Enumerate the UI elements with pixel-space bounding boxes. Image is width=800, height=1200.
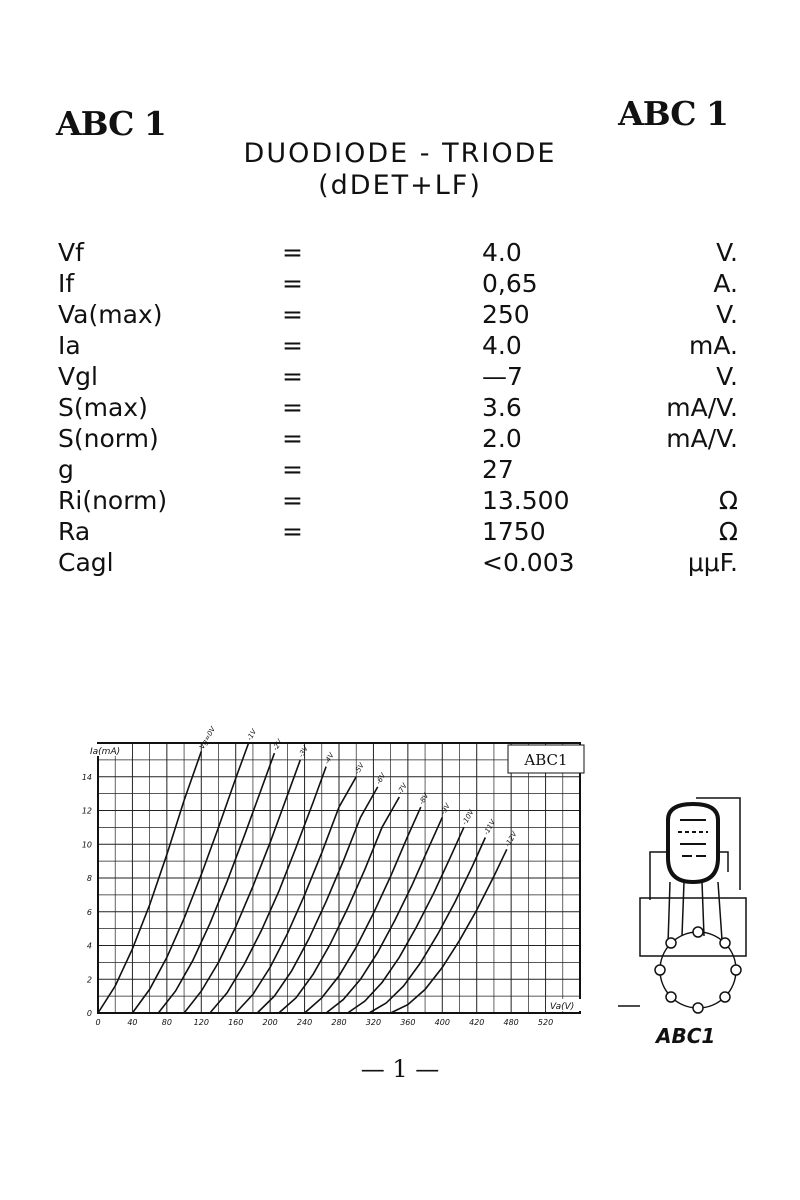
y-tick-label: 4: [86, 941, 92, 951]
spec-unit: A.: [713, 269, 738, 298]
spec-unit: mA/V.: [666, 393, 738, 422]
spec-name: S(max): [58, 393, 148, 422]
x-tick-label: 280: [331, 1018, 347, 1027]
curve-label: -4V: [322, 751, 336, 766]
spec-value: —7: [482, 362, 523, 391]
x-tick-label: 480: [503, 1018, 519, 1027]
spec-unit: mA.: [689, 331, 738, 360]
spec-value: 4.0: [482, 238, 522, 267]
spec-row: [0, 238, 800, 270]
y-tick-label: 10: [81, 840, 92, 850]
chart-y-label: Ia(mA): [90, 747, 121, 757]
spec-row: [0, 455, 800, 487]
x-tick-label: 360: [400, 1018, 416, 1027]
characteristic-curve: [348, 827, 464, 1013]
spec-unit: V.: [716, 238, 738, 267]
x-tick-label: 200: [262, 1018, 278, 1027]
spec-value: 2.0: [482, 424, 522, 453]
curve-label: -6V: [374, 771, 388, 786]
y-tick-label: 12: [81, 806, 92, 816]
base-pin: [655, 965, 665, 975]
spec-value: 1750: [482, 517, 546, 546]
spec-value: 27: [482, 455, 514, 484]
spec-unit: V.: [716, 362, 738, 391]
anode-characteristic-chart: [80, 725, 600, 1045]
y-tick-label: 0: [86, 1009, 92, 1018]
tube-function-subtitle: (dDET+LF): [318, 170, 482, 201]
x-tick-label: 40: [127, 1018, 138, 1027]
spec-row: [0, 424, 800, 456]
spec-name: Ri(norm): [58, 486, 168, 515]
x-tick-label: 240: [296, 1018, 313, 1027]
curve-label: -1V: [245, 727, 259, 742]
base-pin: [693, 1003, 703, 1013]
spec-equals: =: [282, 331, 303, 360]
curve-label: -5V: [353, 761, 366, 776]
diagram-label: ABC1: [656, 1024, 716, 1048]
spec-row: [0, 362, 800, 394]
spec-name: Va(max): [58, 300, 163, 329]
spec-row: [0, 269, 800, 301]
pin-lead-2: [702, 882, 704, 936]
tube-name-right: ABC 1: [618, 94, 728, 133]
x-tick-label: 400: [434, 1018, 450, 1027]
spec-name: Cagl: [58, 548, 114, 577]
spec-row: [0, 393, 800, 425]
tube-name-left: ABC 1: [56, 104, 166, 143]
tube-type-title: DUODIODE - TRIODE: [243, 138, 557, 169]
spec-equals: =: [282, 300, 303, 329]
chart-title: ABC1: [524, 751, 568, 769]
spec-equals: =: [282, 393, 303, 422]
y-tick-label: 14: [81, 772, 92, 782]
x-tick-label: 120: [193, 1018, 209, 1027]
spec-unit: Ω: [718, 517, 738, 546]
spec-name: Vgl: [58, 362, 98, 391]
curve-label: -10V: [460, 808, 476, 827]
spec-name: Ia: [58, 331, 81, 360]
spec-value: 4.0: [482, 331, 522, 360]
spec-unit: μμF.: [687, 548, 738, 577]
spec-equals: =: [282, 238, 303, 267]
chart-svg: [80, 725, 600, 1045]
curve-label: Vg=0V: [198, 725, 218, 751]
spec-value: <0.003: [482, 548, 575, 577]
spec-unit: V.: [716, 300, 738, 329]
curve-label: -2V: [271, 737, 285, 753]
y-tick-label: 6: [86, 907, 92, 917]
chart-grid: [98, 743, 580, 1013]
spec-unit: mA/V.: [666, 424, 738, 453]
chart-curves: [98, 724, 519, 1013]
spec-row: [0, 486, 800, 518]
tube-base-schematic: [618, 790, 768, 1060]
spec-name: Vf: [58, 238, 84, 267]
base-pin: [666, 992, 676, 1002]
wiring-frame: [640, 898, 746, 956]
left-lead: [650, 852, 668, 900]
base-pin: [720, 992, 730, 1002]
spec-equals: =: [282, 362, 303, 391]
curve-label: -9V: [439, 802, 452, 817]
x-tick-label: 160: [228, 1018, 244, 1027]
curve-label: -12V: [503, 830, 519, 849]
spec-equals: =: [282, 269, 303, 298]
spec-row: [0, 548, 800, 580]
spec-row: [0, 517, 800, 549]
spec-value: 13.500: [482, 486, 570, 515]
spec-name: S(norm): [58, 424, 159, 453]
pin-lead-4: [668, 882, 670, 944]
chart-x-label: Va(V): [550, 1002, 575, 1012]
x-tick-label: 320: [365, 1018, 382, 1027]
base-pin: [720, 938, 730, 948]
spec-unit: Ω: [718, 486, 738, 515]
spec-value: 3.6: [482, 393, 522, 422]
spec-equals: =: [282, 517, 303, 546]
x-tick-label: 0: [95, 1018, 101, 1027]
spec-name: g: [58, 455, 74, 484]
curve-label: -3V: [297, 744, 310, 759]
spec-row: [0, 331, 800, 363]
pin-lead-1: [682, 882, 684, 936]
base-pin: [693, 927, 703, 937]
spec-value: 250: [482, 300, 530, 329]
y-tick-label: 2: [86, 975, 92, 985]
base-pin: [731, 965, 741, 975]
spec-value: 0,65: [482, 269, 538, 298]
x-tick-label: 420: [469, 1018, 485, 1027]
spec-row: [0, 300, 800, 332]
curve-label: -11V: [482, 818, 498, 837]
spec-equals: =: [282, 486, 303, 515]
page-number: — 1 —: [360, 1055, 440, 1083]
x-tick-label: 520: [537, 1018, 554, 1027]
spec-equals: =: [282, 424, 303, 453]
base-pin: [666, 938, 676, 948]
x-tick-label: 80: [161, 1018, 172, 1027]
characteristic-curve: [158, 753, 274, 1013]
y-tick-label: 8: [86, 874, 92, 883]
spec-equals: =: [282, 455, 303, 484]
curve-label: -8V: [417, 791, 431, 807]
spec-name: If: [58, 269, 75, 298]
pin-lead-3: [718, 882, 722, 940]
spec-name: Ra: [58, 517, 91, 546]
curve-label: -7V: [396, 781, 409, 796]
